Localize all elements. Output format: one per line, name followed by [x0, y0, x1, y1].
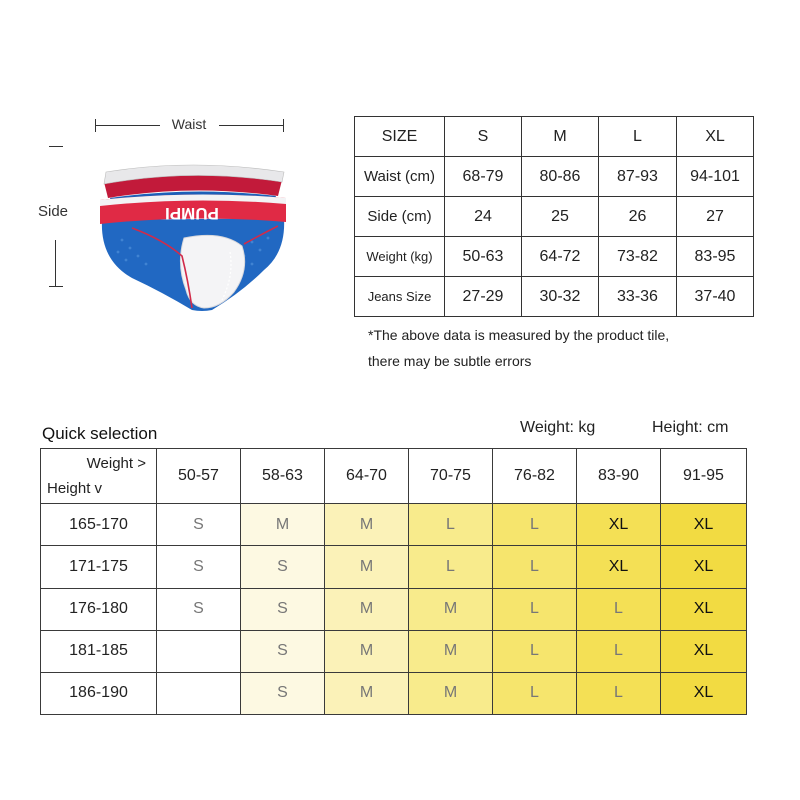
size-cell: L — [409, 546, 493, 588]
table-cell: 37-40 — [677, 277, 754, 317]
height-row-header: 171-175 — [41, 546, 157, 588]
size-cell: XL — [661, 672, 747, 714]
size-cell: S — [157, 546, 241, 588]
table-row — [41, 546, 747, 588]
size-cell: L — [577, 588, 661, 630]
size-cell: S — [157, 588, 241, 630]
table-cell: 30-32 — [522, 277, 599, 317]
size-cell — [157, 630, 241, 672]
side-measure-tick-top — [49, 146, 63, 147]
height-unit-label: Height: cm — [652, 419, 729, 436]
waist-measure-line-left — [95, 125, 160, 126]
size-header-label: SIZE — [355, 117, 445, 157]
size-cell: L — [493, 672, 577, 714]
size-cell: XL — [577, 504, 661, 546]
row-label-side: Side (cm) — [355, 197, 445, 237]
size-row-side — [355, 197, 754, 237]
size-cell: L — [493, 504, 577, 546]
brand-logo-text: PUMPI — [165, 204, 219, 223]
table-cell: 64-72 — [522, 237, 599, 277]
table-cell: 80-86 — [522, 157, 599, 197]
table-cell: 94-101 — [677, 157, 754, 197]
row-label-weight: Weight (kg) — [355, 237, 445, 277]
size-cell: M — [325, 672, 409, 714]
weight-column-header: 91-95 — [661, 449, 747, 504]
table-row — [41, 630, 747, 672]
corner-weight-label: Weight > — [86, 455, 146, 472]
size-cell: M — [325, 504, 409, 546]
size-cell: S — [241, 546, 325, 588]
table-cell: 25 — [522, 197, 599, 237]
size-cell: M — [409, 630, 493, 672]
side-measure-line — [55, 240, 56, 286]
height-row-header: 186-190 — [41, 672, 157, 714]
table-row — [41, 504, 747, 546]
size-cell: L — [577, 672, 661, 714]
row-label-waist: Waist (cm) — [355, 157, 445, 197]
weight-column-header: 50-57 — [157, 449, 241, 504]
waist-measure-line-right — [219, 125, 283, 126]
weight-column-header: 76-82 — [493, 449, 577, 504]
waist-measure-tick-right — [283, 119, 284, 132]
size-header-m: M — [522, 117, 599, 157]
weight-column-header: 83-90 — [577, 449, 661, 504]
size-cell — [157, 672, 241, 714]
weight-unit-label: Weight: kg — [520, 419, 596, 436]
measurement-note-line1: *The above data is measured by the product tile, — [368, 327, 670, 343]
corner-height-label: Height v — [47, 480, 103, 498]
table-cell: 87-93 — [599, 157, 677, 197]
height-row-header: 176-180 — [41, 588, 157, 630]
size-cell: XL — [577, 546, 661, 588]
table-row — [41, 672, 747, 714]
row-label-jeans: Jeans Size — [355, 277, 445, 317]
qs-corner-cell — [41, 449, 157, 504]
waist-measure-tick-left — [95, 119, 96, 132]
weight-column-header: 64-70 — [325, 449, 409, 504]
size-cell: M — [409, 672, 493, 714]
size-row-weight — [355, 237, 754, 277]
table-cell: 26 — [599, 197, 677, 237]
measurement-note-line2: there may be subtle errors — [368, 353, 532, 369]
table-cell: 68-79 — [445, 157, 522, 197]
quick-selection-table — [40, 448, 747, 715]
size-header-row — [355, 117, 754, 157]
size-row-jeans — [355, 277, 754, 317]
size-chart-table — [354, 116, 754, 317]
side-label: Side — [38, 203, 69, 220]
waist-label: Waist — [171, 116, 207, 132]
size-cell: XL — [661, 588, 747, 630]
size-cell: L — [493, 630, 577, 672]
table-cell: 24 — [445, 197, 522, 237]
table-cell: 27-29 — [445, 277, 522, 317]
size-header-xl: XL — [677, 117, 754, 157]
side-measure-tick-bottom — [49, 286, 63, 287]
size-cell: L — [577, 630, 661, 672]
table-cell: 83-95 — [677, 237, 754, 277]
quick-selection-title: Quick selection — [42, 424, 158, 443]
size-cell: M — [325, 546, 409, 588]
table-row — [41, 588, 747, 630]
size-cell: L — [493, 546, 577, 588]
table-cell: 27 — [677, 197, 754, 237]
table-cell: 33-36 — [599, 277, 677, 317]
size-cell: S — [241, 588, 325, 630]
size-cell: S — [241, 630, 325, 672]
size-cell: M — [325, 630, 409, 672]
size-header-l: L — [599, 117, 677, 157]
height-row-header: 165-170 — [41, 504, 157, 546]
size-cell: XL — [661, 630, 747, 672]
qs-header-row — [41, 449, 747, 504]
size-cell: XL — [661, 504, 747, 546]
size-cell: S — [241, 672, 325, 714]
height-row-header: 181-185 — [41, 630, 157, 672]
weight-column-header: 58-63 — [241, 449, 325, 504]
product-briefs-image — [92, 160, 292, 312]
size-row-waist — [355, 157, 754, 197]
weight-column-header: 70-75 — [409, 449, 493, 504]
size-header-s: S — [445, 117, 522, 157]
table-cell: 73-82 — [599, 237, 677, 277]
size-cell: L — [493, 588, 577, 630]
table-cell: 50-63 — [445, 237, 522, 277]
size-cell: XL — [661, 546, 747, 588]
size-cell: S — [157, 504, 241, 546]
size-cell: M — [409, 588, 493, 630]
size-cell: M — [241, 504, 325, 546]
size-cell: M — [325, 588, 409, 630]
size-cell: L — [409, 504, 493, 546]
